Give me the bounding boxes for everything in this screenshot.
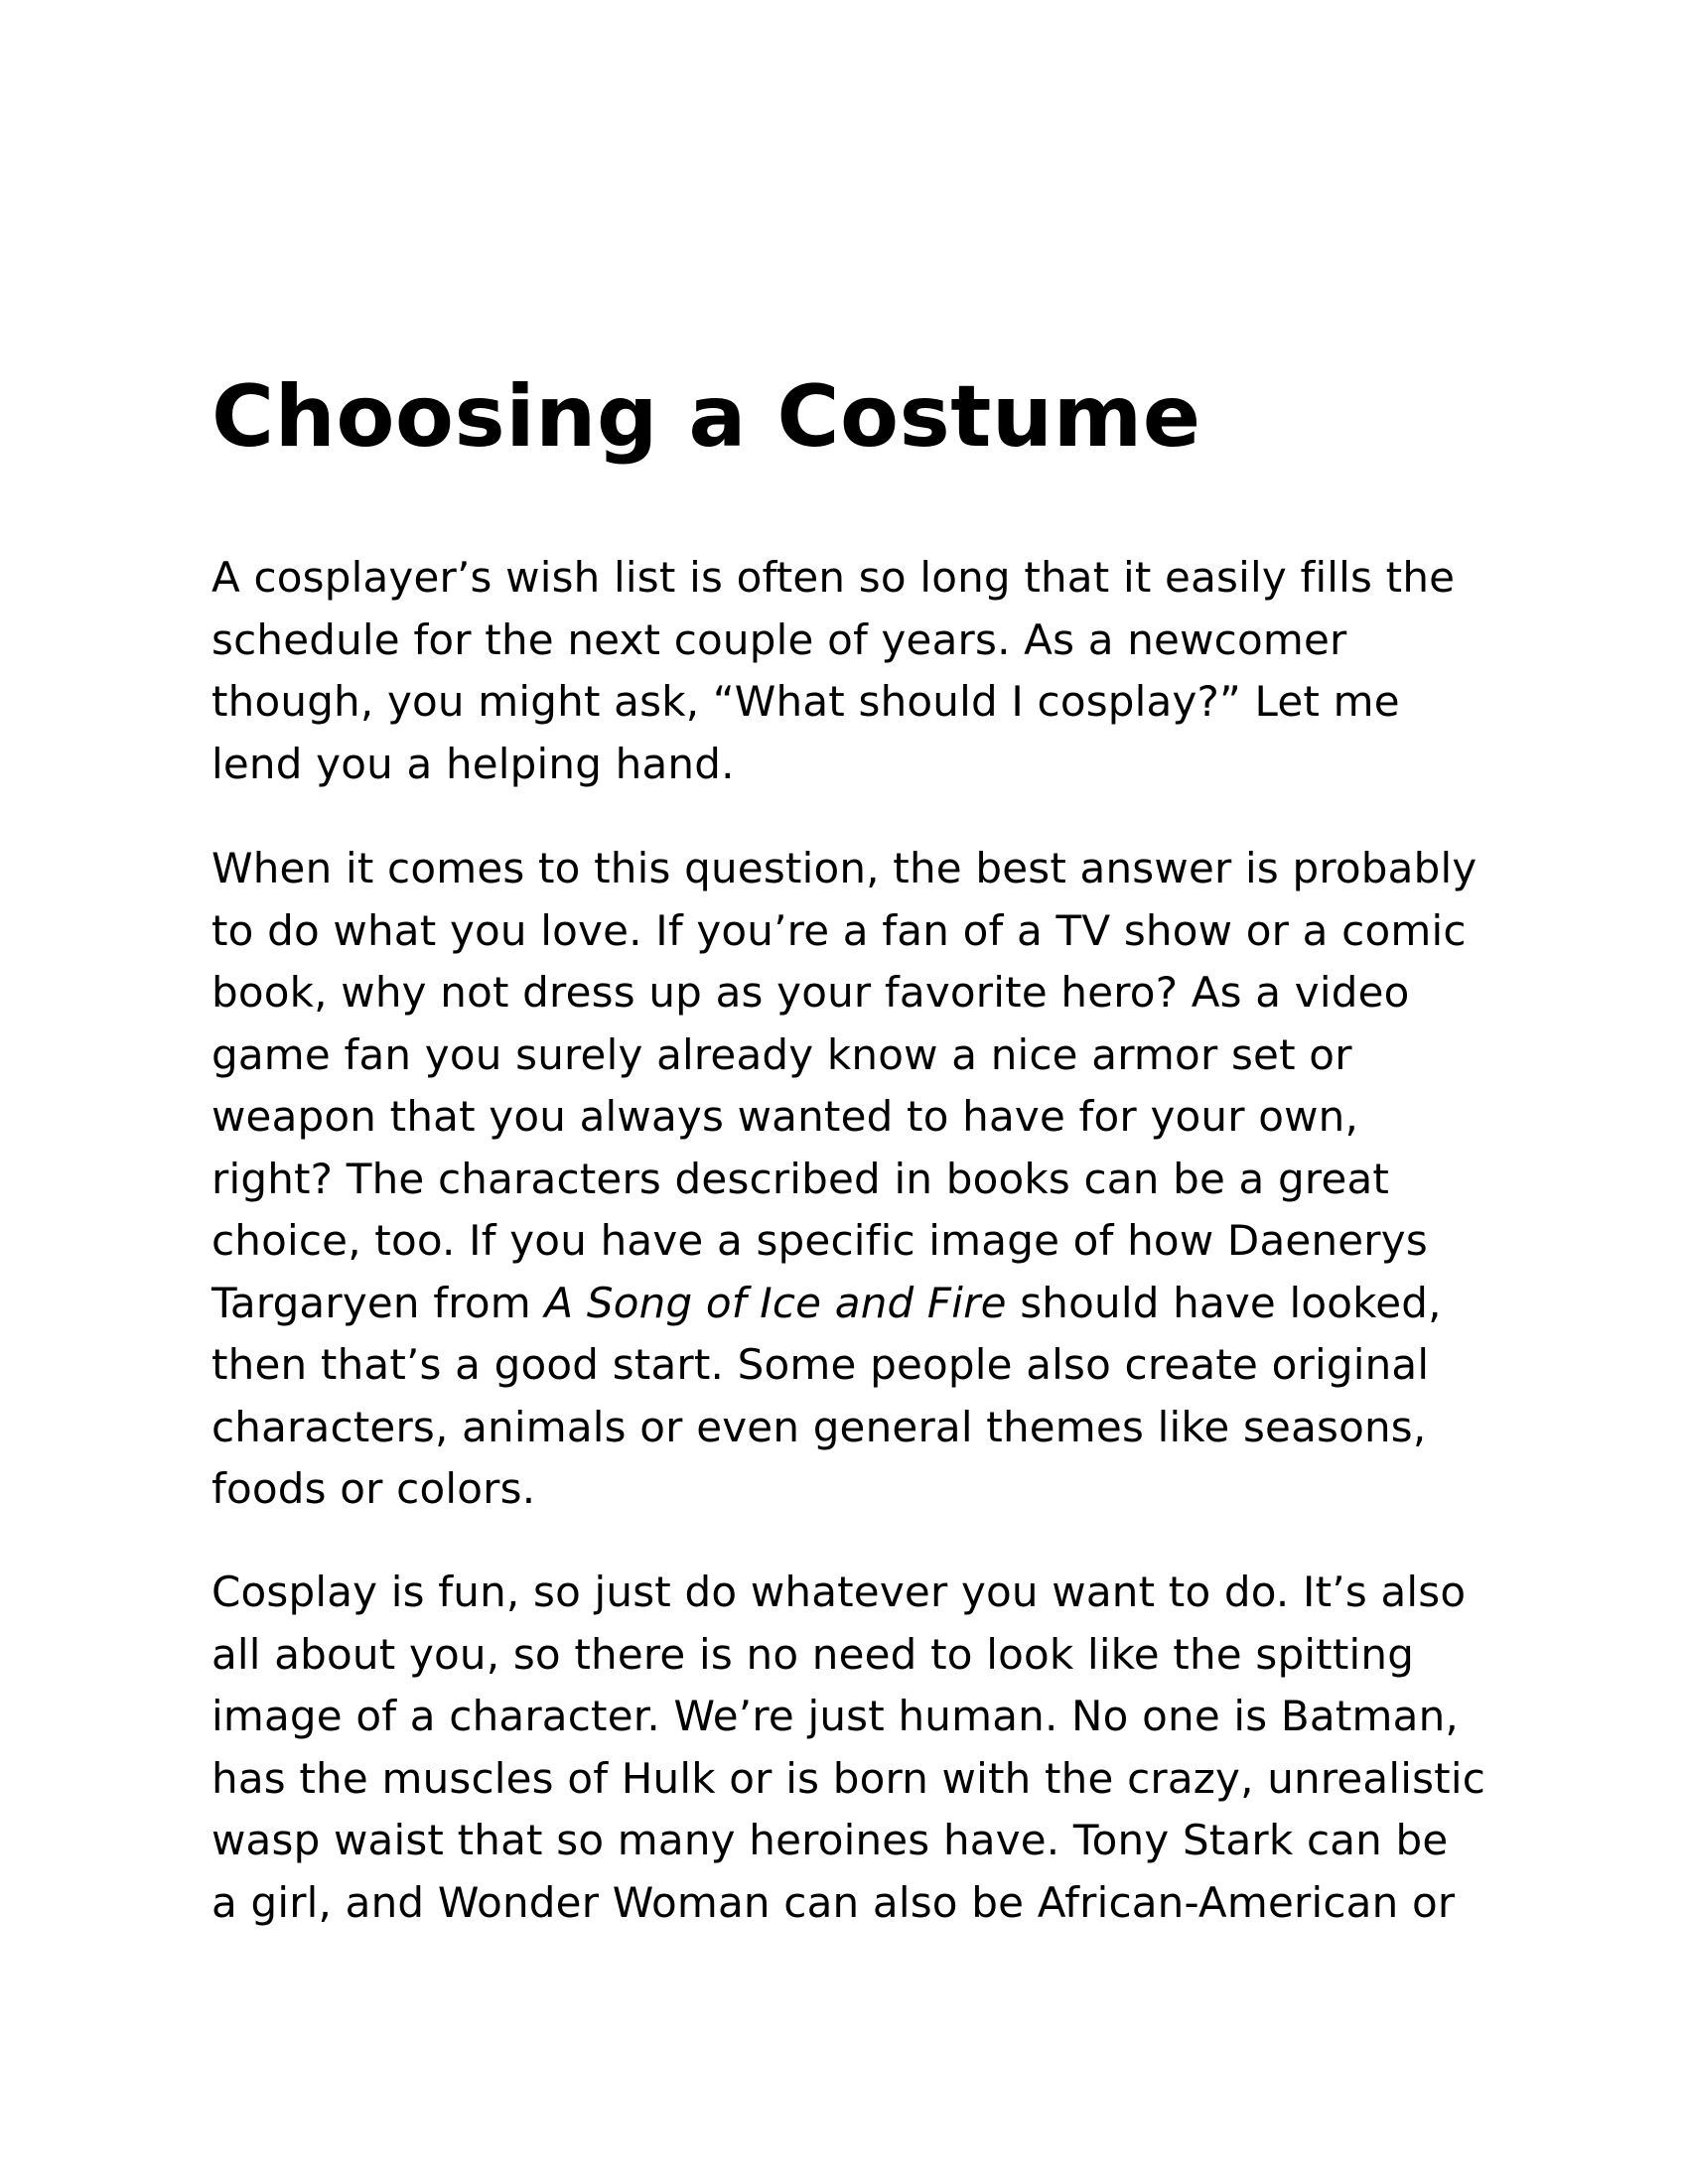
text-line: image of a character. We’re just human. No one is Batman,: [211, 1692, 1459, 1740]
text-line: schedule for the next couple of years. As a newcomer: [211, 614, 1347, 664]
text-line: game fan you surely already know a nice armor set or: [211, 1029, 1352, 1079]
text-line: foods or colors.: [211, 1464, 536, 1513]
text-line: wasp waist that so many heroines have. Tony Stark can be: [211, 1816, 1449, 1864]
book-title: A Song of Ice and Fire: [544, 1278, 1007, 1327]
text-line: A cosplayer’s wish list is often so long that it easily fills the: [211, 553, 1456, 602]
text-line-with-book-title: [211, 1273, 1502, 1335]
text-fragment: Targaryen from: [211, 1278, 545, 1327]
text-line: characters, animals or even general themes like seasons,: [211, 1402, 1427, 1451]
text-line: weapon that you always wanted to have for your own,: [211, 1092, 1359, 1141]
text-line: When it comes to this question, the best answer is probably: [211, 844, 1477, 892]
text-line: right? The characters described in books can be a great: [211, 1154, 1390, 1203]
paragraph-cosplay-is-fun: [211, 1562, 1502, 1934]
text-line: to do what you love. If you’re a fan of a TV show or a comic: [211, 905, 1467, 955]
text-line: Cosplay is fun, so just do whatever you want to do. It’s also: [211, 1568, 1467, 1616]
text-line: a girl, and Wonder Woman can also be African-American or: [211, 1877, 1456, 1927]
paragraph-what-to-cosplay: [211, 838, 1502, 1521]
page-title: Choosing a Costume: [211, 367, 1201, 467]
text-line: choice, too. If you have a specific image of how Daenerys: [211, 1216, 1428, 1265]
text-line: though, you might ask, “What should I cosplay?” Let me: [211, 677, 1400, 726]
text-line: book, why not dress up as your favorite hero? As a video: [211, 968, 1410, 1017]
text-line: all about you, so there is no need to look like the spitting: [211, 1629, 1415, 1679]
text-line: has the muscles of Hulk or is born with the crazy, unrealistic: [211, 1753, 1486, 1803]
text-fragment: should have looked,: [1006, 1278, 1442, 1327]
text-line: then that’s a good start. Some people also create original: [211, 1340, 1430, 1389]
text-line: lend you a helping hand.: [211, 739, 735, 788]
paragraph-intro: [211, 547, 1502, 795]
